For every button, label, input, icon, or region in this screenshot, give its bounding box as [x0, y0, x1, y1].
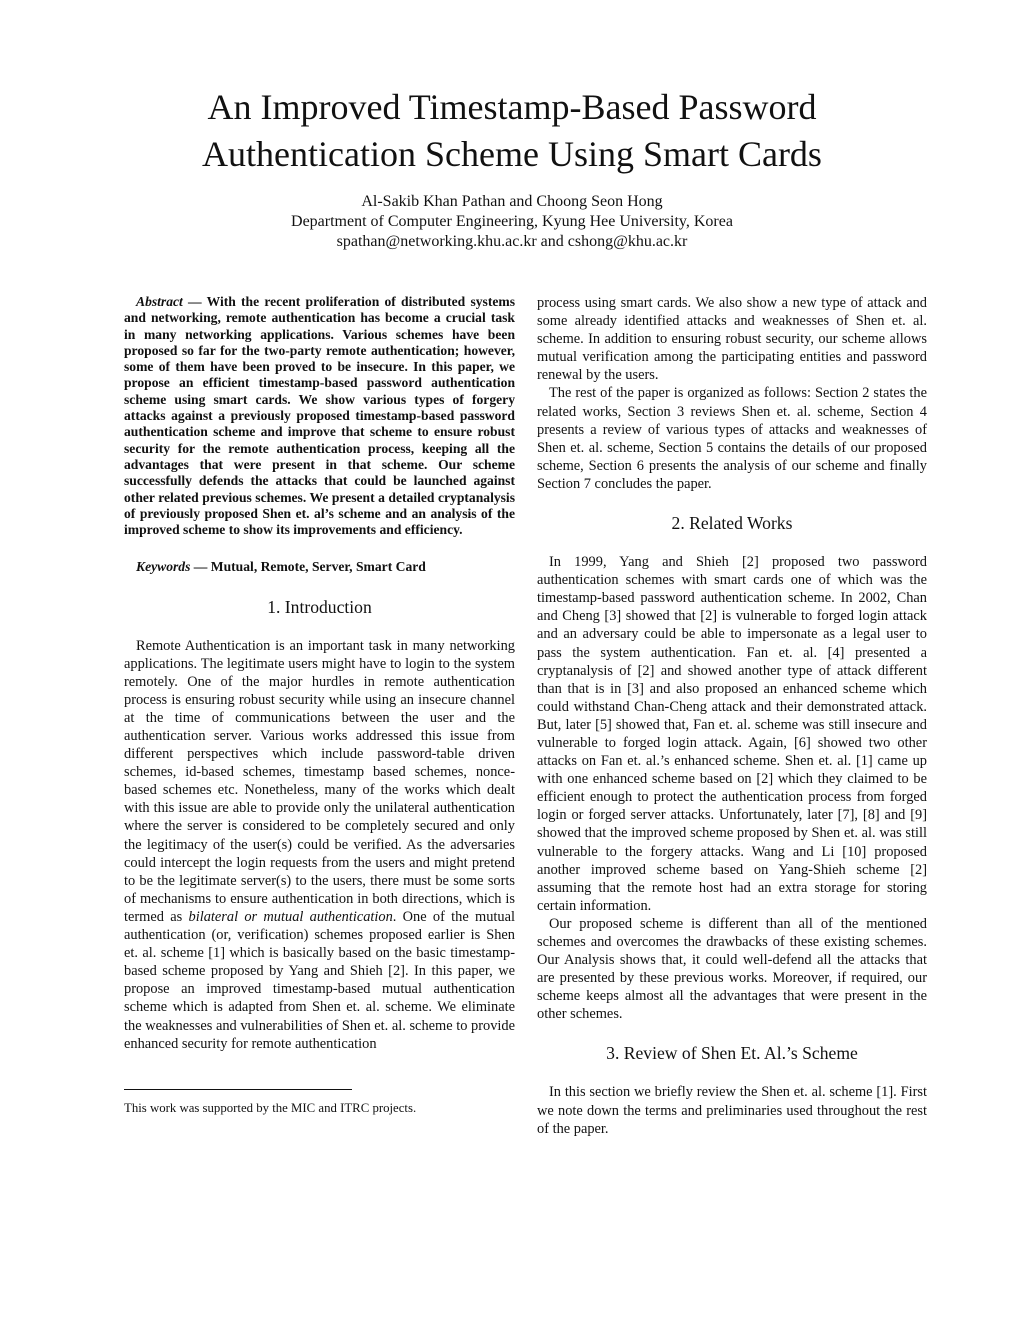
author-block	[100, 192, 924, 252]
section-heading-introduction: 1. Introduction	[267, 596, 372, 617]
right-column	[537, 294, 927, 1138]
abstract-text: With the recent proliferation of distributed systems and networking, remote authentication has become a crucial task in many networking applications. Various schemes have been proposed so far for the two-party remote authentication; however, some of them have been proved to be insecure. In this paper, we propose an efficient timestamp-based password authentication scheme using smart cards. We show various types of forgery attacks against a previously proposed timestamp-based password authentication scheme and improve that scheme to ensure robust security for the remote authentication process, keeping all the advantages that were present in that scheme. Our scheme successfully defends the attacks that could be launched against other related previous schemes. We present a detailed cryptanalysis of previously proposed Shen et. al’s scheme and an analysis of the improved scheme to show its improvements and efficiency.	[124, 294, 516, 538]
abstract-dash: —	[182, 294, 207, 309]
title-line-1: An Improved Timestamp-Based Password	[207, 87, 817, 127]
intro-text-part-2: . One of the mutual authentication (or, verification) schemes proposed earlier is Shen et. al. scheme [1] which is basically based on the basic timestamp-based scheme proposed by Yang and Shieh [2]. In this paper, we propose an improved timestamp-based mutual authentication scheme which is adapted from Shen et. al. scheme. We eliminate the weaknesses and vulnerabilities of Shen et. al. scheme to provide enhanced security for remote authentication	[124, 908, 516, 1052]
abstract	[124, 294, 515, 538]
keywords	[124, 558, 515, 576]
keywords-text: Mutual, Remote, Server, Smart Card	[210, 559, 426, 575]
introduction-paragraph-1-continued: process using smart cards. We also show a new type of attack and some already identified attacks and weaknesses of Shen et. al. scheme. In addition to ensuring robust security, our scheme allows mutual verification among the participating entities and password renewal by the users.	[537, 295, 927, 384]
author-affiliation: Department of Computer Engineering, Kyung Hee University, Korea	[291, 213, 733, 230]
introduction-paragraph-2: The rest of the paper is organized as follows: Section 2 states the related works, Section 3 reviews Shen et. al. scheme, Section 4 presents a review of various types of attacks and weaknesses of Shen et. al. scheme, Section 5 contains the details of our proposed scheme, Section 6 presents the analysis of our scheme and finally Section 7 concludes the paper.	[537, 385, 927, 492]
keywords-label: Keywords	[136, 559, 191, 575]
author-emails: spathan@networking.khu.ac.kr and cshong@khu.ac.kr	[336, 233, 688, 250]
section-heading-review: 3. Review of Shen Et. Al.’s Scheme	[606, 1043, 858, 1064]
intro-text-part-1: Remote Authentication is an important task in many networking applications. The legitimate users might have to login to the system remotely. One of the major hurdles in remote authentication process is ensuring robust security while using an insecure channel at the time of communications between the user and the authentication server. Various works addressed this issue from different perspectives which include password-table driven schemes, id-based schemes, timestamp based schemes, nonce-based schemes etc. Nonetheless, many of the works which dealt with this issue are able to provide only the unilateral authentication where the server is considered to be completely secured and only the legitimacy of the user(s) could be verified. As the adversaries could intercept the login requests from the users and might pretend to be the legitimate server(s) to the users, there must be some sorts of mechanisms to ensure authentication in both directions, which is termed as	[124, 637, 515, 925]
intro-emphasis: bilateral or mutual authentication	[188, 908, 393, 925]
introduction-paragraph-1	[124, 637, 515, 1053]
keywords-dash: —	[190, 559, 211, 575]
left-column	[124, 294, 515, 1116]
related-works-paragraph-2: Our proposed scheme is different than all of the mentioned schemes and overcomes the drawbacks of these existing schemes. Our Analysis shows that, it could well-defend all the attacks that are presented by these previous works. Moreover, if required, our scheme keeps almost all the advantages that were present in the other schemes.	[537, 915, 927, 1023]
author-names: Al-Sakib Khan Pathan and Choong Seon Hong	[361, 193, 663, 210]
footnote-divider	[124, 1089, 352, 1090]
review-paragraph-1: In this section we briefly review the Shen et. al. scheme [1]. First we note down the terms and preliminaries used throughout the rest of the paper.	[537, 1084, 927, 1137]
footnote: This work was supported by the MIC and ITRC projects.	[124, 1100, 417, 1115]
abstract-label: Abstract	[136, 294, 183, 309]
related-works-paragraph-1: In 1999, Yang and Shieh [2] proposed two password authentication schemes with smart cards one of which was the timestamp-based password authentication scheme. In 2002, Chan and Cheng [3] showed that [2] is vulnerable to forged login attack and an adversary could be able to impersonate as a legal user to pass the system authentication. Fan et. al. [4] presented a cryptanalysis of [2] and showed another type of attack different than that is in [3] and also proposed an enhanced scheme which could withstand Chan-Cheng attack and their demonstrated attack. But, later [5] showed that, Fan et. al. scheme was still insecure and vulnerable to forged login attack. Again, [6] showed two other attacks on Fan et. al.’s enhanced scheme. Shen et. al. [1] came up with one enhanced scheme based on [2] which they claimed to be efficient enough to protect the authentication process from forged login or forged server attacks. Unfortunately, later [7], [8] and [9] showed that the improved scheme proposed by Shen et. al. was still vulnerable to the forgery attacks. Wang and Li [10] proposed another improved scheme based on Yang-Shieh scheme [2] assuming that the remote host had an extra storage for storing certain information.	[537, 554, 927, 914]
paper-title	[100, 84, 924, 178]
section-heading-related-works: 2. Related Works	[671, 513, 793, 534]
title-line-2: Authentication Scheme Using Smart Cards	[202, 134, 822, 174]
